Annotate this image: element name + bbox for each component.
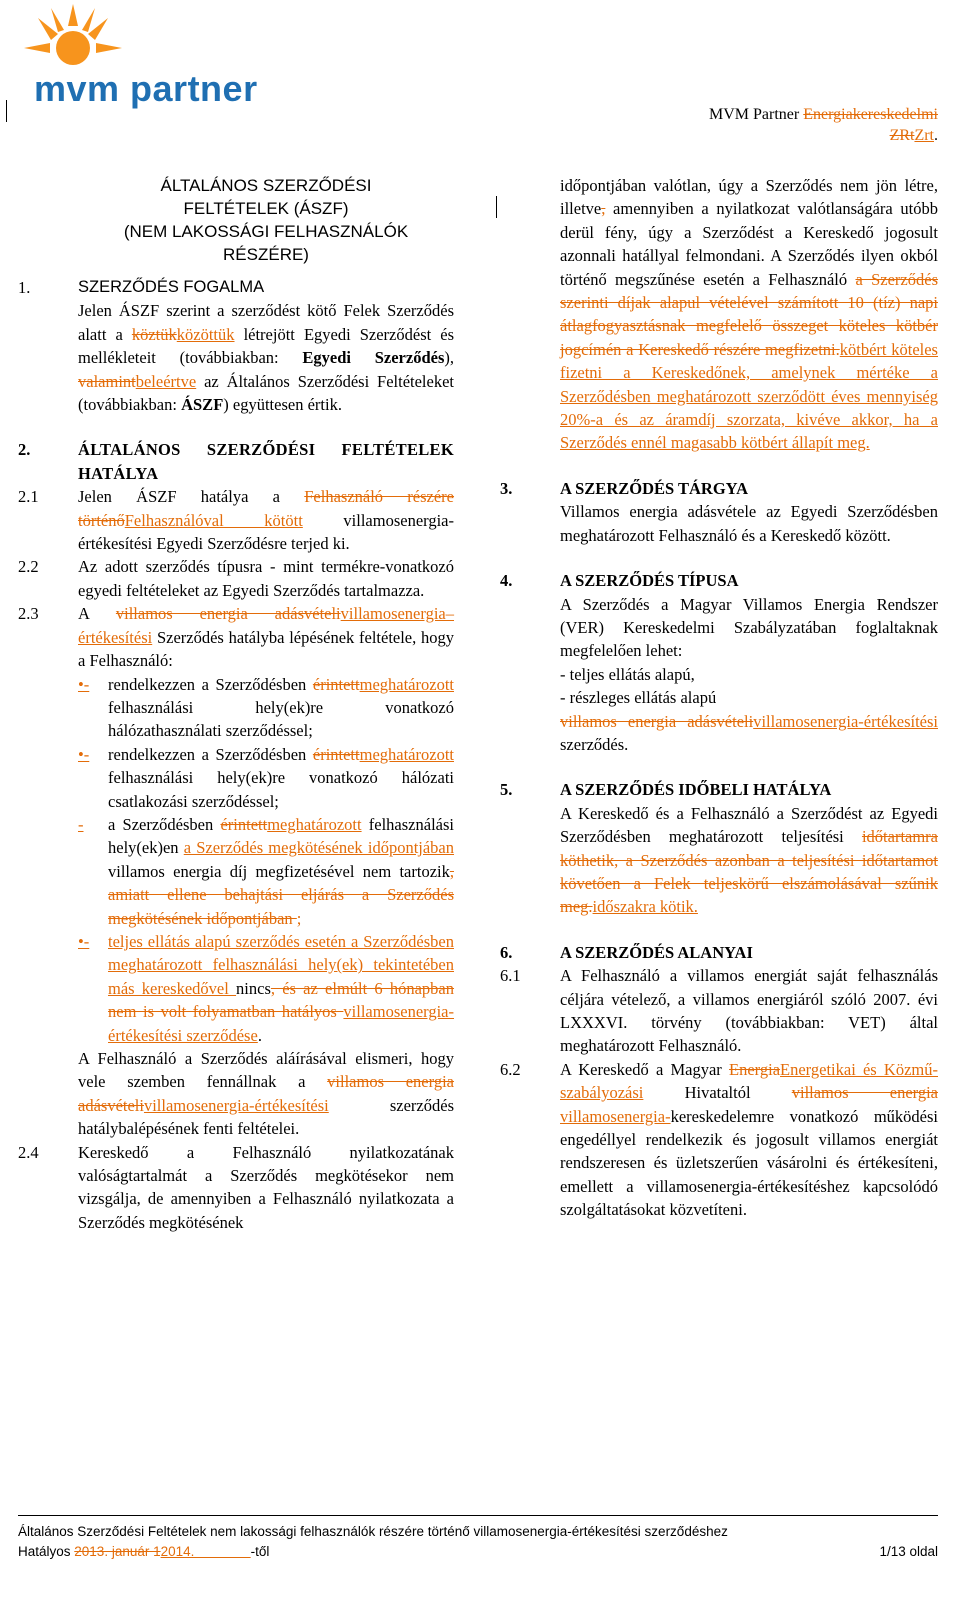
deleted-text: villamos energia adásvételi — [560, 711, 754, 731]
inserted-text: villamosenergia-értékesítési — [143, 1095, 329, 1115]
title-line: (NEM LAKOSSÁGI FELHASZNÁLÓK — [123, 222, 409, 241]
deleted-text: Energia — [729, 1059, 781, 1079]
section-heading: SZERZŐDÉS FOGALMA — [78, 278, 265, 296]
paragraph-number: 6.2 — [500, 1059, 521, 1079]
text: amennyiben a nyilatkozat valótlanságára utóbb derül fény, úgy a Szerződést a Kereskedő jogosult azonnali hatállyal felmondani. A Szerződés ilyen okból történő megszűnése esetén a Felhasználó — [560, 199, 938, 289]
sun-icon — [18, 4, 128, 74]
text: Kereskedő a Felhasználó nyilatkozatának valóságtartalmát a Szerződés megkötésekor nem vizsgálja, de amennyiben a Felhasználó nyilatkozata a Szerződés megkötésének — [78, 1142, 454, 1232]
inserted-text: villamosenergia-értékesítési — [753, 711, 938, 731]
punct: . — [934, 127, 938, 144]
section-4 — [500, 569, 938, 756]
paragraph-2-1 — [18, 485, 454, 555]
deleted-text: valamint — [78, 371, 136, 391]
text: villamosenergia-értékesítési Egyedi Szerződésre terjed ki. — [78, 510, 454, 554]
deleted-text: érintett — [312, 744, 360, 764]
deleted-text: , — [601, 199, 606, 219]
paragraph-6-2 — [500, 1058, 938, 1222]
company-header — [618, 104, 938, 146]
deleted-text: , amiatt ellene behajtási eljárás a Szerződés megkötésének időpontjában — [108, 861, 454, 928]
inserted-text: kötbért köteles fizetni a Kereskedőnek, amelynek mértéke a Szerződésben meghatározott szerződött éves mennyiség 20%-a és az áramdíj szorzata, kivéve akkor, ha a Szerződés ennél magasabb kötbért állapít meg. — [560, 339, 938, 453]
deleted-text: villamos energia adásvételi — [115, 604, 341, 624]
text: A — [78, 604, 116, 624]
company-name: MVM Partner — [709, 106, 804, 123]
page-footer — [18, 1522, 938, 1562]
logo-wordmark: mvm partner — [34, 68, 258, 109]
change-bar — [496, 196, 497, 218]
list-item — [78, 673, 454, 743]
section-heading: A SZERZŐDÉS ALANYAI — [560, 942, 753, 962]
paragraph-2-3 — [18, 602, 454, 1140]
inserted-text: a Szerződés megkötésének időpontjában — [183, 838, 455, 858]
mvm-partner-logo — [18, 4, 258, 109]
title-line: FELTÉTELEK (ÁSZF) — [183, 199, 349, 218]
text: rendelkezzen a Szerződésben — [108, 674, 313, 694]
deleted-text: , és az elmúlt 6 hónapban nem is volt folyamatban hatályos — [108, 978, 455, 1022]
deleted-text: Felhasználó részére történő — [78, 487, 455, 530]
list-item: - részleges ellátás alapú — [560, 688, 717, 708]
deleted-text: 2013. január 1 — [74, 1544, 161, 1559]
inserted-text: villamosenergia–értékesítési — [78, 604, 454, 647]
inserted-text: Felhasználóval kötött — [124, 510, 303, 530]
paragraph-2-4-cont — [500, 174, 938, 455]
paragraph-number: 2.2 — [18, 557, 39, 577]
text: szerződés hatálybalépésének fenti feltételei. — [78, 1095, 454, 1139]
inserted-text: Energetikai és Közmű-szabályozási — [560, 1059, 938, 1103]
paragraph-number: 2.1 — [18, 487, 39, 507]
inserted-text: meghatározott — [359, 674, 454, 694]
inserted-text: Zrt — [914, 127, 934, 144]
section-heading: A SZERZŐDÉS TÍPUSA — [560, 571, 739, 591]
section-number: 1. — [18, 278, 31, 297]
bullet-marker: •- — [78, 744, 90, 764]
text: felhasználási hely(ek)re vonatkozó hálózati csatlakozási szerződéssel; — [108, 768, 454, 811]
deleted-text: villamos energia — [791, 1083, 938, 1103]
footer-divider — [18, 1515, 938, 1516]
text: kereskedelemre vonatkozó működési engedéllyel rendelkezik és jogosult villamos energiát rendszeresen és üzletszerűen vásárolni és értékesíteni, emellett a villamosenergia-értékesítéshez kapcsolódó szolgáltatásokat közvetíteni. — [560, 1106, 938, 1220]
text: A Kereskedő a Magyar — [560, 1059, 730, 1079]
section-number: 3. — [500, 478, 513, 498]
paragraph-2-2 — [18, 555, 454, 602]
inserted-text: meghatározott — [267, 814, 362, 834]
document-title — [78, 174, 454, 266]
text: A Felhasználó a villamos energiát saját felhasználás céljára vételező, a villamos energiáról szóló 2007. évi LXXXVI. törvény (továbbiakban: VET) által meghatározott Felhasználó. — [560, 966, 938, 1056]
deleted-text: villamos energia adásvételi — [78, 1072, 454, 1115]
text: időpontjában valótlan, úgy a Szerződés nem jön létre, illetve — [560, 176, 938, 219]
paragraph-number: 6.1 — [500, 966, 521, 986]
text: Az adott szerződés típusra - mint termékre-vonatkozó egyedi feltételeket az Egyedi Szerződés tartalmazza. — [78, 557, 454, 600]
deleted-text: a Szerződés szerinti díjak alapul vételével számított 10 (tíz) napi átlagfogyasztásnak megfelelő összeget köteles kötbér jogcímén a Kereskedő részére megfizetni. — [560, 269, 938, 359]
section-1 — [18, 276, 454, 416]
text: Villamos energia adásvétele az Egyedi Szerződésben meghatározott Felhasználó és a Kereskedő között. — [560, 502, 938, 545]
text: . — [257, 1025, 262, 1045]
deleted-text: ZRt — [889, 127, 915, 144]
bullet-marker: - — [78, 814, 84, 834]
text: rendelkezzen a Szerződésben — [108, 744, 313, 764]
deleted-text: köztük — [131, 324, 177, 344]
title-line: ÁLTALÁNOS SZERZŐDÉSI — [160, 176, 372, 195]
deleted-text: érintett — [220, 814, 268, 834]
paragraph-6-1 — [500, 964, 938, 1058]
text: nincs — [236, 978, 271, 998]
bold-term: ÁSZF — [181, 395, 224, 415]
section-3 — [500, 477, 938, 547]
text: -től — [250, 1544, 270, 1559]
text: A Szerződés a Magyar Villamos Energia Rendszer (VER) Kereskedelmi Szabályzatában foglaltaknak megfelelően lehet: — [560, 594, 938, 661]
inserted-text: időszakra kötik. — [592, 897, 698, 917]
text: Hivataltól — [643, 1083, 792, 1103]
paragraph-number: 2.3 — [18, 604, 39, 624]
paragraph-2-4 — [18, 1141, 454, 1235]
text: szerződés. — [560, 734, 629, 754]
text: A Kereskedő és a Felhasználó a Szerződést az Egyedi Szerződésben meghatározott teljesítési — [560, 803, 938, 847]
section-heading: ÁLTALÁNOS SZERZŐDÉSI FELTÉTELEK HATÁLYA — [78, 440, 454, 483]
paragraph-number: 2.4 — [18, 1142, 39, 1162]
section-number: 2. — [18, 440, 31, 460]
inserted-text: villamosenergia-értékesítési szerződése — [108, 1002, 454, 1045]
list-item — [78, 813, 454, 930]
change-bar — [6, 100, 7, 122]
inserted-text: közöttük — [176, 324, 235, 344]
inserted-text: 2014. — [160, 1544, 251, 1559]
list-item — [78, 930, 454, 1047]
text: a Szerződésben — [108, 814, 221, 834]
text: az Általános Szerződési Feltételeket (továbbiakban: — [78, 371, 454, 415]
section-heading: A SZERZŐDÉS TÁRGYA — [560, 478, 748, 498]
section-heading: A SZERZŐDÉS IDŐBELI HATÁLYA — [560, 780, 832, 800]
list-item — [78, 743, 454, 813]
section-number: 6. — [500, 942, 513, 962]
text: létrejött Egyedi Szerződést és mellékleteit (továbbiakban: — [78, 324, 454, 368]
list-item: - teljes ellátás alapú, — [560, 664, 695, 684]
deleted-text: Energiakereskedelmi — [803, 106, 938, 123]
inserted-text: ; — [296, 908, 302, 928]
right-column — [500, 174, 938, 1222]
bullet-marker: •- — [78, 931, 90, 951]
text: villamos energia díj megfizetésével nem tartozik — [108, 861, 450, 881]
text: Jelen ÁSZF szerint a szerződést kötő Felek Szerződés alatt a — [78, 301, 454, 344]
deleted-text: időtartamra köthetik, a Szerződés azonban a teljesítési időtartamot követően a Felek teljeskörű elszámolásával szűnik meg. — [560, 827, 938, 917]
title-line: RÉSZÉRE) — [223, 245, 309, 264]
inserted-text: villamosenergia- — [560, 1106, 671, 1126]
inserted-text: meghatározott — [359, 744, 454, 764]
text: ), — [444, 348, 454, 368]
text: ) együttesen értik. — [223, 395, 342, 415]
text: Hatályos — [18, 1544, 75, 1559]
inserted-text: beleértve — [135, 371, 197, 391]
text: Szerződés hatályba lépésének feltétele, hogy a Felhasználó: — [78, 627, 454, 671]
inserted-text: teljes ellátás alapú szerződés esetén a Szerződésben meghatározott felhasználási hely(ek) tekintetében más kereskedővel — [108, 931, 454, 998]
section-number: 4. — [500, 571, 513, 591]
text: felhasználási hely(ek)re vonatkozó hálózathasználati szerződéssel; — [108, 697, 454, 741]
section-2 — [18, 438, 454, 485]
footer-title: Általános Szerződési Feltételek nem lakossági felhasználók részére történő villamosenergia-értékesítési szerződéshez — [18, 1524, 728, 1539]
section-6 — [500, 941, 938, 964]
section-number: 5. — [500, 780, 513, 800]
text: Jelen ÁSZF hatálya a — [78, 487, 305, 507]
section-5 — [500, 778, 938, 918]
bold-term: Egyedi Szerződés — [302, 348, 445, 368]
text: A Felhasználó a Szerződés aláírásával elismeri, hogy vele szemben fennállnak a — [78, 1049, 454, 1092]
page-number: 1/13 oldal — [879, 1544, 938, 1559]
text: felhasználási hely(ek)en — [108, 814, 454, 858]
left-column — [18, 174, 454, 1234]
bullet-marker: •- — [78, 674, 90, 694]
deleted-text: érintett — [312, 674, 360, 694]
